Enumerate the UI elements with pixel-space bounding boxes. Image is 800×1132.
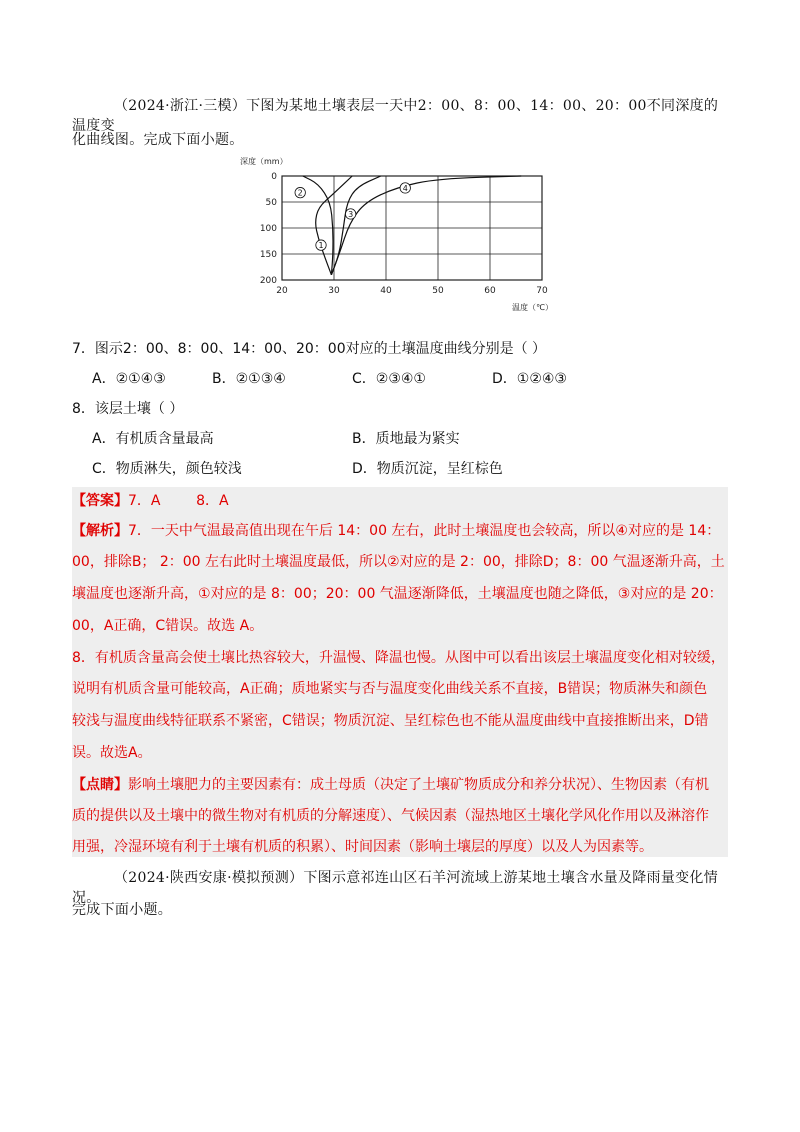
x-axis-label: 温度（℃） [512, 303, 553, 312]
y-tick-label: 50 [265, 198, 277, 208]
series-label-4: 4 [402, 183, 408, 193]
analysis-line-8: 误。故选A。 [72, 745, 152, 761]
y-tick-label: 100 [259, 224, 277, 234]
question-8-option-d[interactable]: D．物质沉淀，呈红棕色 [352, 461, 503, 477]
x-tick-label: 40 [380, 286, 392, 296]
question-intro-2-line1: （2024·陕西安康·模拟预测）下图示意祁连山区石羊河流域上游某地土壤含水量及降雨量变化情况。 [72, 870, 719, 906]
question-7-stem: 7．图示2：00、8：00、14：00、20：00对应的土壤温度曲线分别是（ ） [72, 341, 547, 357]
answer-panel [72, 487, 728, 857]
analysis-text-1: 7．一天中气温最高值出现在午后 14：00 左右，此时土壤温度也会较高，所以④对应的是 14： [128, 523, 721, 539]
question-8-option-b[interactable]: B．质地最为紧实 [352, 431, 460, 447]
analysis-line-7: 较浅与温度曲线特征联系不紧密，C错误；物质沉淀、呈红棕色也不能从温度曲线中直接推断出来，D错 [72, 713, 709, 729]
x-tick-label: 50 [432, 286, 444, 296]
question-8-option-a[interactable]: A．有机质含量最高 [92, 431, 214, 447]
x-tick-label: 70 [536, 286, 548, 296]
tips-line-1 [72, 775, 728, 795]
tips-line-2: 质的提供以及土壤中的微生物对有机质的分解速度）、气候因素（湿热地区土壤化学风化作用以及淋溶作 [72, 808, 709, 824]
analysis-label: 【解析】 [72, 523, 128, 539]
question-7-option-d[interactable]: D．①②④③ [492, 371, 567, 387]
tips-line-3: 用强，冷湿环境有利于土壤有机质的积累）、时间因素（影响土壤层的厚度）以及人为因素等。 [72, 839, 653, 855]
answer-text: 7．A 8．A [128, 493, 229, 509]
series-line-4 [331, 176, 521, 275]
analysis-line-3: 壤温度也逐渐升高，①对应的是 8：00；20：00 气温逐渐降低，土壤温度也随之降低，③对应的是 20： [72, 586, 723, 602]
tips-text-1: 影响土壤肥力的主要因素有：成土母质（决定了土壤矿物质成分和养分状况）、生物因素（有机 [128, 777, 709, 793]
answer-line [72, 491, 728, 511]
y-tick-label: 150 [259, 250, 277, 260]
x-tick-label: 30 [328, 286, 340, 296]
y-axis-label: 深度（mm） [240, 157, 288, 166]
analysis-line-5: 8．有机质含量高会使土壤比热容较大，升温慢、降温也慢。从图中可以看出该层土壤温度变化相对较缓， [72, 650, 725, 666]
y-tick-label: 0 [271, 172, 277, 182]
series-line-3 [331, 176, 380, 275]
soil-temperature-chart [236, 152, 566, 324]
answer-label: 【答案】 [72, 493, 128, 509]
series-label-1: 1 [318, 241, 324, 251]
tips-label: 【点睛】 [72, 777, 128, 793]
series-label-2: 2 [297, 188, 303, 198]
question-intro-2-line2: 完成下面小题。 [72, 902, 173, 918]
question-7-option-b[interactable]: B．②①③④ [212, 371, 286, 387]
question-8-option-c[interactable]: C．物质淋失，颜色较浅 [92, 461, 242, 477]
x-tick-label: 20 [276, 286, 288, 296]
chart-svg [236, 152, 566, 320]
y-tick-label: 200 [259, 276, 277, 286]
question-8-stem: 8．该层土壤（ ） [72, 401, 184, 417]
series-line-2 [303, 176, 333, 275]
analysis-line-6: 说明有机质含量可能较高，A正确；质地紧实与否与温度变化曲线关系不直接，B错误；物质淋失和颜色 [72, 681, 708, 697]
analysis-line-1 [72, 521, 728, 541]
question-intro-line1: （2024·浙江·三模）下图为某地土壤表层一天中2：00、8：00、14：00、20：00不同深度的温度变 [72, 98, 719, 134]
analysis-line-2: 00，排除B； 2：00 左右此时土壤温度最低，所以②对应的是 2：00，排除D；8：00 气温逐渐升高，土 [72, 554, 725, 570]
x-tick-label: 60 [484, 286, 496, 296]
question-intro-line2: 化曲线图。完成下面小题。 [72, 132, 244, 148]
analysis-line-4: 00，A正确，C错误。故选 A。 [72, 618, 264, 634]
series-label-3: 3 [348, 209, 354, 219]
question-7-option-a[interactable]: A．②①④③ [92, 371, 166, 387]
question-7-option-c[interactable]: C．②③④① [352, 371, 426, 387]
